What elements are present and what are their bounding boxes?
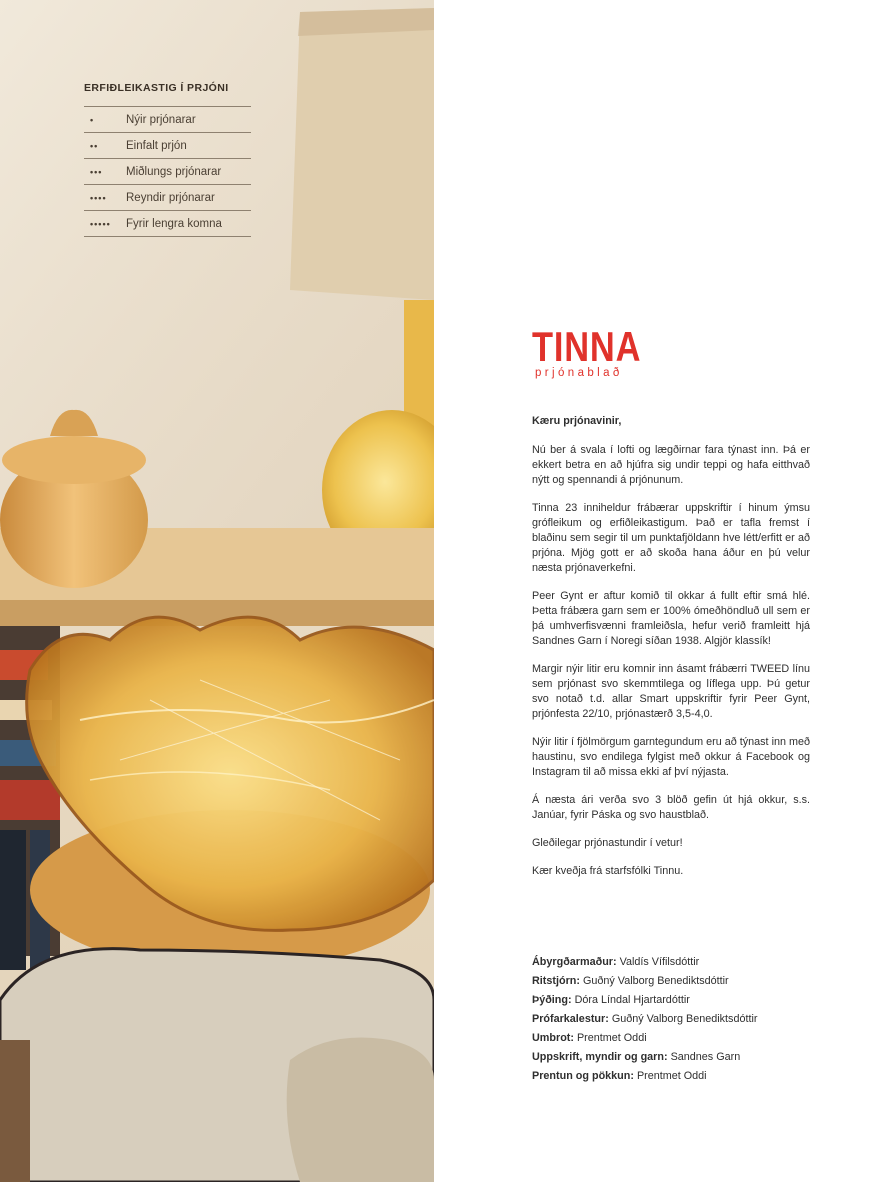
interior-photo xyxy=(0,0,434,1182)
credit-name: Sandnes Garn xyxy=(670,1051,741,1063)
difficulty-title: ERFIÐLEIKASTIG Í PRJÓNI xyxy=(84,82,229,94)
credit-role: Ábyrgðarmaður: xyxy=(532,956,617,968)
credit-row xyxy=(532,1067,832,1086)
difficulty-label: Miðlungs prjónarar xyxy=(126,165,222,178)
difficulty-label: Nýir prjónarar xyxy=(126,113,196,126)
credit-row xyxy=(532,1010,832,1029)
letter-greeting: Kæru prjónavinir, xyxy=(532,415,622,427)
credit-row xyxy=(532,972,832,991)
difficulty-list xyxy=(84,106,251,237)
difficulty-dots: ••• xyxy=(90,166,103,177)
credit-role: Prófarkalestur: xyxy=(532,1013,609,1025)
credit-name: Prentmet Oddi xyxy=(636,1070,707,1082)
difficulty-level xyxy=(84,107,251,133)
letter-paragraph: Gleðilegar prjónastundir í vetur! xyxy=(532,837,683,849)
difficulty-dots: • xyxy=(90,114,95,125)
letter-paragraph: Tinna 23 inniheldur frábærar uppskriftir í hinum ýmsu grófleikum og erfiðleikastigum. Það er tafla fremst í blaðinu sem segir til um punktafjöldann hve létt/erfitt er að prjóna. Mjög gott er að skoða hana áður en þú velur næsta prjónaverkefni. xyxy=(532,502,810,574)
credit-row xyxy=(532,953,832,972)
difficulty-dots: •• xyxy=(90,140,99,151)
logo-subtitle: prjónablað xyxy=(535,367,623,379)
credit-name: Valdís Vífilsdóttir xyxy=(619,956,700,968)
tinna-logo xyxy=(532,325,665,379)
letter-paragraph: Margir nýir litir eru komnir inn ásamt frábærri TWEED línu sem prjónast svo skemmtilega og líflega upp. Þú getur svo notað t.d. allar Smart uppskriftir fyrir Peer Gynt, prjónfesta 22/10, prjónastærð 3,5-4,0. xyxy=(532,663,810,720)
letter-paragraph: Nýir litir í fjölmörgum garntegundum eru að týnast inn með haustinu, svo endilega fylgist með okkur á Facebook og Instagram til að missa ekki af því nýjasta. xyxy=(532,736,810,778)
letter-paragraph: Peer Gynt er aftur komið til okkar á fullt eftir smá hlé. Þetta frábæra garn sem er 100% ómeðhöndluð ull sem er þá umhverfisvænni framleiðsla, hefur verið framleitt hjá Sandnes Garn í Noregi síðan 1938. Algjör klassík! xyxy=(532,590,810,647)
letter-paragraph: Á næsta ári verða svo 3 blöð gefin út hjá okkur, s.s. Janúar, fyrir Páska og svo haustblað. xyxy=(532,794,810,821)
credit-name: Guðný Valborg Benediktsdóttir xyxy=(611,1013,758,1025)
letter-paragraph: Nú ber á svala í lofti og lægðirnar fara týnast inn. Þá er ekkert betra en að hjúfra sig undir teppi og hafa eitthvað nýtt og spennandi á prjónunum. xyxy=(532,444,810,486)
editorial-letter xyxy=(532,414,810,892)
letter-signoff: Kær kveðja frá starfsfólki Tinnu. xyxy=(532,865,684,877)
credit-row xyxy=(532,1029,832,1048)
difficulty-level xyxy=(84,133,251,159)
difficulty-label: Einfalt prjón xyxy=(126,139,187,152)
credit-role: Þýðing: xyxy=(532,994,572,1006)
credit-role: Umbrot: xyxy=(532,1032,574,1044)
difficulty-label: Reyndir prjónarar xyxy=(126,191,215,204)
credit-name: Guðný Valborg Benediktsdóttir xyxy=(582,975,729,987)
logo-brand: TINNA xyxy=(532,323,642,370)
credit-role: Uppskrift, myndir og garn: xyxy=(532,1051,668,1063)
difficulty-label: Fyrir lengra komna xyxy=(126,217,222,230)
credit-row xyxy=(532,991,832,1010)
difficulty-dots: •••• xyxy=(90,192,107,203)
difficulty-level xyxy=(84,185,251,211)
difficulty-level xyxy=(84,159,251,185)
difficulty-legend xyxy=(84,82,251,237)
difficulty-dots: ••••• xyxy=(90,218,111,229)
credits-block xyxy=(532,953,832,1086)
credit-name: Prentmet Oddi xyxy=(576,1032,647,1044)
credit-row xyxy=(532,1048,832,1067)
difficulty-level xyxy=(84,211,251,237)
credit-role: Ritstjórn: xyxy=(532,975,580,987)
credit-name: Dóra Líndal Hjartardóttir xyxy=(574,994,690,1006)
credit-role: Prentun og pökkun: xyxy=(532,1070,634,1082)
